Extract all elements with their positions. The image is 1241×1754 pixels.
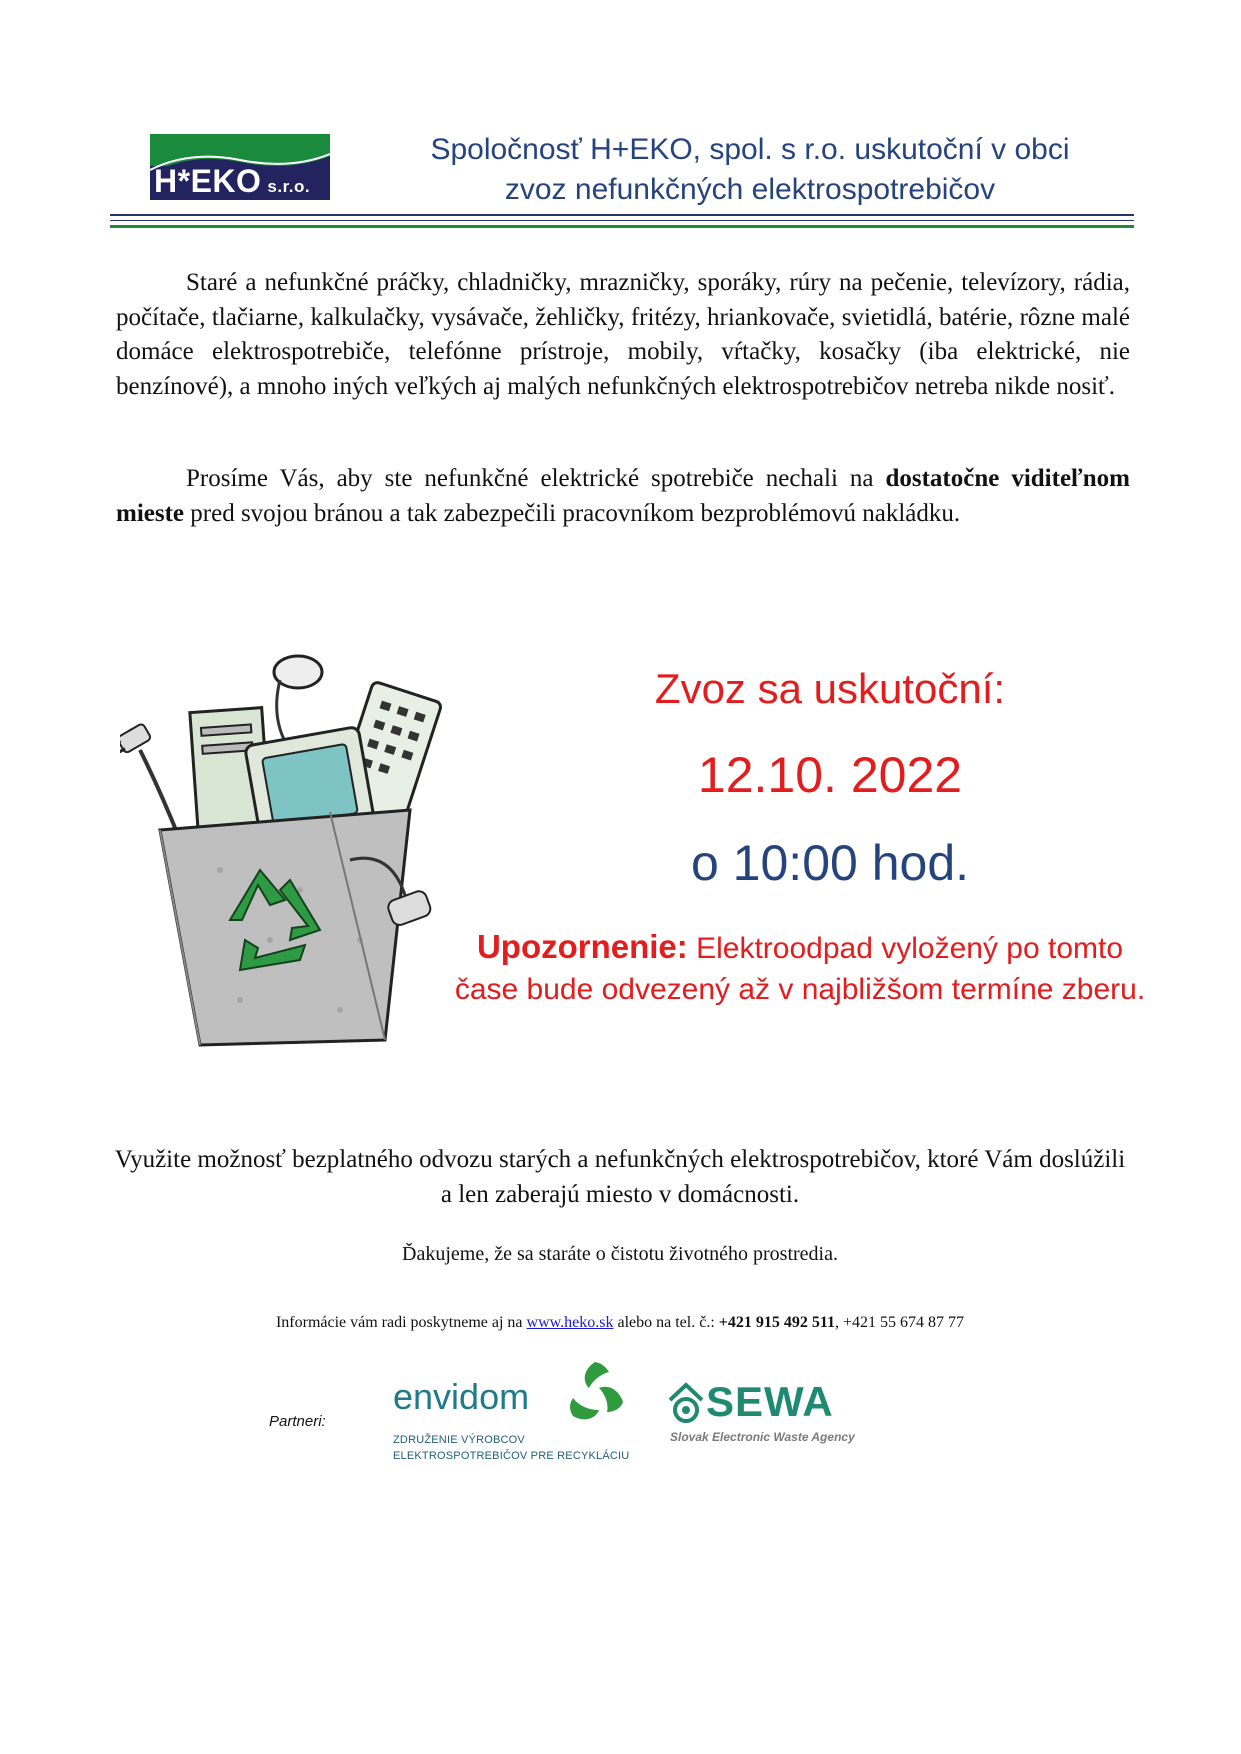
page-title (360, 130, 1140, 210)
offer-text: Využite možnosť bezplatného odvozu starých a nefunkčných elektrospotrebičov, ktoré Vám doslúžili a len zaberajú miesto v domácnosti. (114, 1146, 1126, 1208)
header-divider-green (110, 225, 1134, 228)
envidom-logo (393, 1358, 633, 1468)
notice-label: Upozornenie: (476, 928, 688, 965)
sewa-name: SEWA (706, 1378, 834, 1425)
phone-primary: +421 915 492 511 (718, 1314, 836, 1331)
header-divider (110, 220, 1134, 221)
recycle-bin-electronics-icon (120, 640, 450, 1060)
contact-mid: alebo na tel. č.: (613, 1314, 719, 1331)
heko-logo (150, 134, 330, 200)
event-date: 12.10. 2022 (697, 747, 963, 803)
header-divider (110, 214, 1134, 216)
contact-prefix: Informácie vám radi poskytneme aj na (275, 1314, 527, 1331)
event-heading: Zvoz sa uskutoční: (654, 665, 1006, 712)
title-line-2: zvoz nefunkčných elektrospotrebičov (504, 173, 996, 206)
envidom-tagline-2: ELEKTROSPOTREBIČOV PRE RECYKLÁCIU (393, 1450, 630, 1462)
request-paragraph (116, 462, 1130, 531)
logo-text: H*EKO s.r.o. (154, 163, 311, 199)
phone-secondary: , +421 55 674 87 77 (835, 1314, 965, 1331)
sewa-tagline: Slovak Electronic Waste Agency (670, 1430, 855, 1444)
envidom-tagline (393, 1432, 629, 1464)
notice-body: Elektroodpad vyložený po tomto čase bude odvezený až v najbližšom termíne zberu. (454, 932, 1146, 1006)
sewa-logo (668, 1380, 868, 1460)
partners-label: Partneri: (269, 1413, 326, 1430)
title-line-1: Spoločnosť H+EKO, spol. s r.o. uskutoční v obci (430, 133, 1070, 166)
contact-info (110, 1312, 1130, 1334)
request-text: Prosíme Vás, aby ste nefunkčné elektrické spotrebiče nechali na (186, 465, 886, 492)
thanks-text: Ďakujeme, že sa staráte o čistotu životného prostredia. (402, 1243, 838, 1265)
sewa-house-icon (668, 1382, 704, 1426)
website-link[interactable]: www.heko.sk (526, 1314, 614, 1331)
envidom-tagline-1: ZDRUŽENIE VÝROBCOV (393, 1434, 525, 1446)
recycle-leaves-icon (559, 1358, 631, 1430)
envidom-name: envidom (393, 1376, 530, 1417)
request-emphasis: dostatočne viditeľnom mieste (116, 465, 1130, 527)
request-text-end: pred svojou bránou a tak zabezpečili pracovníkom bezproblémovú nakládku. (184, 499, 961, 527)
notice-text (450, 926, 1150, 1010)
intro-paragraph: Staré a nefunkčné práčky, chladničky, mrazničky, sporáky, rúry na pečenie, televízory, rádia, počítače, tlačiarne, kalkulačky, vysávače, žehličky, fritézy, hriankovače, svietidlá, batérie, rôzne malé domáce elektrospotrebiče, telefónne prístroje, mobily, vŕtačky, kosačky (iba elektrické, nie benzínové), a mnoho iných veľkých aj malých nefunkčných elektrospotrebičov netreba nikde nosiť. (116, 269, 1130, 400)
event-time: o 10:00 hod. (690, 835, 970, 891)
